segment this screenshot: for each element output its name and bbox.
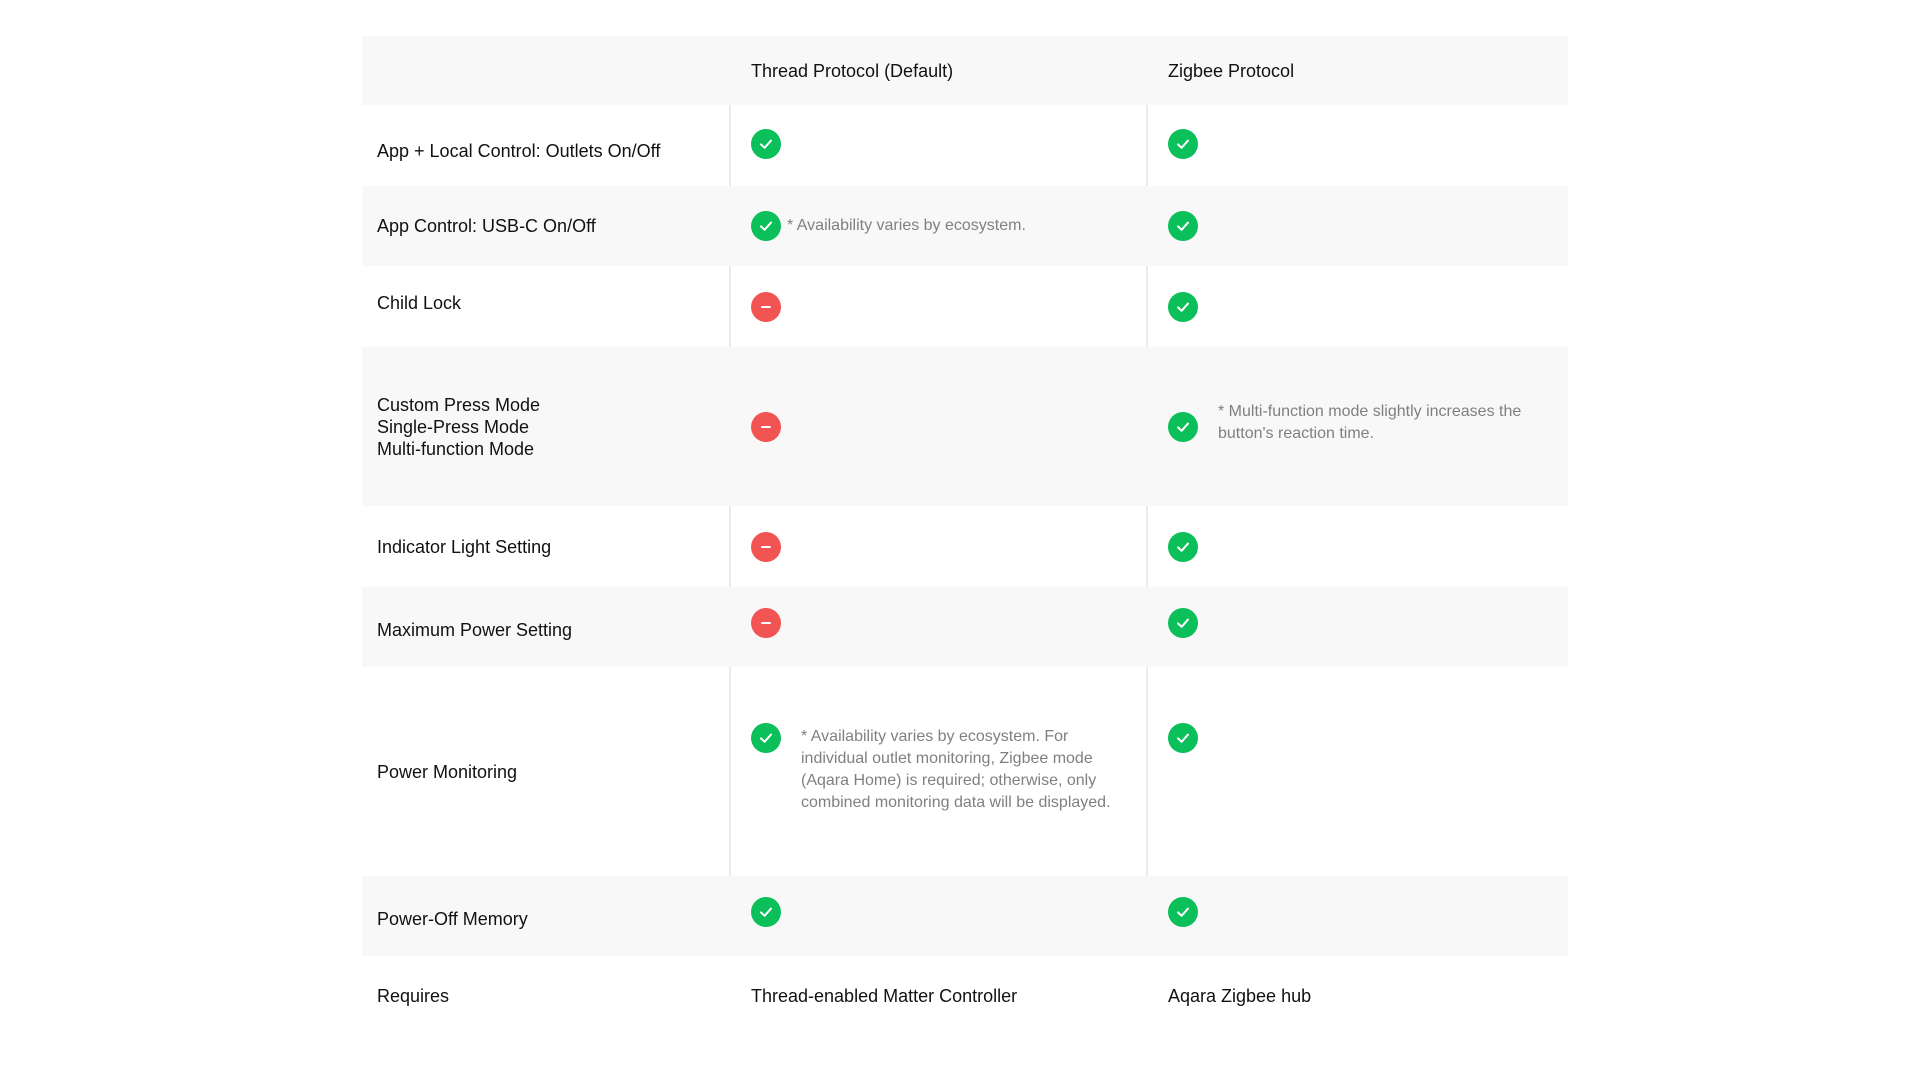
table-row <box>362 105 1568 186</box>
requires-row <box>362 956 1568 1036</box>
requires-thread: Thread-enabled Matter Controller <box>751 986 1018 1006</box>
header-feature <box>362 36 730 105</box>
feature-label: App Control: USB-C On/Off <box>377 216 596 236</box>
table-row <box>362 347 1568 506</box>
feature-label: App + Local Control: Outlets On/Off <box>377 140 661 161</box>
requires-label: Requires <box>377 986 450 1006</box>
zigbee-cell <box>1147 667 1568 876</box>
thread-cell <box>730 506 1147 587</box>
zigbee-cell <box>1147 506 1568 587</box>
check-icon <box>1168 211 1198 241</box>
check-icon <box>1168 292 1198 322</box>
thread-cell <box>730 186 1147 266</box>
zigbee-cell <box>1147 347 1568 506</box>
requires-zigbee: Aqara Zigbee hub <box>1168 986 1312 1006</box>
header-thread-protocol: Thread Protocol (Default) <box>751 60 954 81</box>
table-row <box>362 186 1568 266</box>
check-icon <box>751 897 781 927</box>
table-row <box>362 667 1568 876</box>
table-header <box>362 36 1568 105</box>
check-icon <box>1168 129 1198 159</box>
zigbee-cell <box>1147 587 1568 667</box>
feature-label: Maximum Power Setting <box>377 620 573 640</box>
minus-icon <box>751 608 781 638</box>
check-icon <box>1168 608 1198 638</box>
minus-icon <box>751 532 781 562</box>
zigbee-cell <box>1147 105 1568 186</box>
feature-label: Power Monitoring <box>377 761 518 782</box>
zigbee-cell <box>1147 876 1568 956</box>
zigbee-cell <box>1147 186 1568 266</box>
check-icon <box>1168 532 1198 562</box>
check-icon <box>751 211 781 241</box>
minus-icon <box>751 292 781 322</box>
check-icon <box>1168 897 1198 927</box>
footnote: * Availability varies by ecosystem. For individual outlet monitoring, Zigbee mode (Aqara Home) is required; otherwise, only combined monitoring data will be displayed. <box>801 728 1111 811</box>
feature-label: Custom Press Mode Single-Press Mode Multi-function Mode <box>377 394 541 459</box>
check-icon <box>1168 412 1198 442</box>
check-icon <box>1168 723 1198 753</box>
check-icon <box>751 129 781 159</box>
table-row <box>362 587 1568 667</box>
table-row <box>362 876 1568 956</box>
comparison-table <box>362 36 1568 1036</box>
minus-icon <box>751 412 781 442</box>
footnote: * Availability varies by ecosystem. <box>787 217 1026 234</box>
feature-label: Power-Off Memory <box>377 909 528 929</box>
footnote: * Multi-function mode slightly increases the button's reaction time. <box>1218 402 1522 442</box>
thread-cell <box>730 876 1147 956</box>
table-row <box>362 506 1568 587</box>
thread-cell <box>730 105 1147 186</box>
feature-label: Indicator Light Setting <box>377 536 552 557</box>
zigbee-cell <box>1147 266 1568 347</box>
thread-cell <box>730 587 1147 667</box>
feature-label: Child Lock <box>377 292 462 313</box>
table-row <box>362 266 1568 347</box>
header-zigbee-protocol: Zigbee Protocol <box>1168 60 1295 81</box>
thread-cell <box>730 667 1147 876</box>
thread-cell <box>730 347 1147 506</box>
check-icon <box>751 723 781 753</box>
thread-cell <box>730 266 1147 347</box>
